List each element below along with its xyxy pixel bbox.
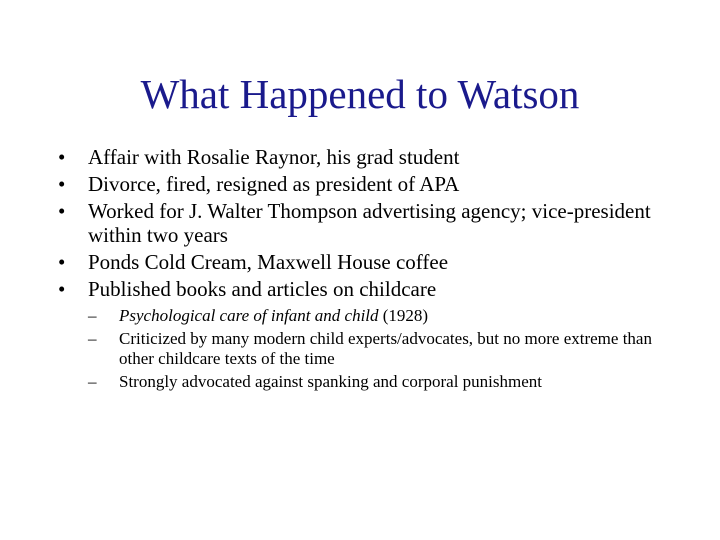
bullet-text: Worked for J. Walter Thompson advertising agency; vice-president within two years <box>88 199 651 247</box>
sub-bullet-item <box>88 329 686 368</box>
sub-bullet-text: Strongly advocated against spanking and corporal punishment <box>119 371 543 391</box>
bullet-item <box>56 200 686 247</box>
sub-bullet-list <box>88 306 686 391</box>
sub-bullet-marker: – <box>88 329 97 348</box>
bullet-text: Ponds Cold Cream, Maxwell House coffee <box>88 249 449 274</box>
sub-bullet-item <box>88 306 686 326</box>
bullet-marker: • <box>58 199 66 223</box>
sub-bullet-item <box>88 372 686 392</box>
bullet-list <box>56 146 686 395</box>
bullet-item <box>56 251 686 275</box>
slide-title: What Happened to Watson <box>140 71 580 117</box>
book-title: Psychological care of infant and child <box>119 306 379 325</box>
book-year: (1928) <box>378 306 429 325</box>
bullet-item <box>56 146 686 170</box>
bullet-marker: • <box>58 276 66 301</box>
bullet-text: Affair with Rosalie Raynor, his grad student <box>88 145 460 169</box>
bullet-marker: • <box>58 249 66 274</box>
sub-bullet-marker: – <box>88 306 97 325</box>
bullet-item <box>56 278 686 392</box>
sub-bullet-marker: – <box>88 371 97 391</box>
bullet-item <box>56 173 686 197</box>
bullet-text: Published books and articles on childcare <box>88 276 437 301</box>
bullet-text: Divorce, fired, resigned as president of APA <box>88 172 460 196</box>
bullet-marker: • <box>58 145 66 169</box>
bullet-marker: • <box>58 172 66 196</box>
sub-bullet-text: Criticized by many modern child experts/advocates, but no more extreme than other childcare texts of the time <box>119 329 652 368</box>
